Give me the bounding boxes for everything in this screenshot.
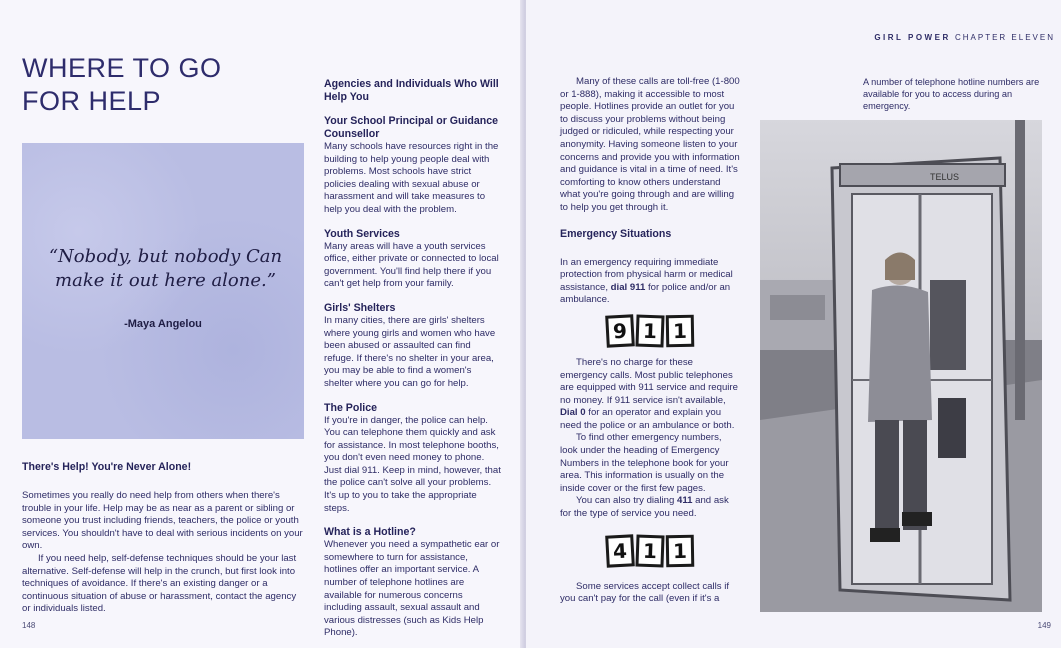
quote-box (22, 143, 304, 439)
dial-0-bold: Dial 0 (560, 407, 586, 419)
agency-title: The Police (324, 401, 377, 414)
badge-911 (560, 315, 740, 347)
running-head-book: GIRL POWER (874, 33, 951, 42)
page-number-right: 149 (1037, 621, 1051, 630)
paragraph: Some services accept collect calls if you can't pay for the call (even if it's a (560, 580, 730, 605)
running-head-chapter: CHAPTER ELEVEN (954, 33, 1055, 42)
agency-title: Youth Services (324, 227, 400, 240)
paragraph: Sometimes you really do need help from others when there's trouble in your life. Help may be as near as a parent or sibling or someone you trust including friends, teachers, the police or youth services. You shouldn't have to deal with serious incidents on your own. (22, 490, 303, 552)
paragraph: Many of these calls are toll-free (1-800 or 1-888), making it accessible to most people. Hotlines provide an outlet for you to discuss your problems without being judged or ridiculed, while respecting your anonymity. Having someone listen to your concerns and provide you with information and guidance is vital in a time of need. It's comforting to know others understand what you're going through and are willing to help you get through it. (560, 76, 740, 213)
photo-caption: A number of telephone hotline numbers are available for you to access during an emergency. (863, 77, 1040, 111)
paragraph: In an emergency requiring immediate protection from physical harm or medical assistance, dial 911 for police and/or an ambulance. (560, 256, 733, 306)
running-head (874, 33, 1055, 42)
quote-text: “Nobody, but nobody Can make it out here alone.” (48, 246, 283, 291)
agency-body: If you're in danger, the police can help. You can telephone them quickly and ask for assistance. In most telephone booths, you don't even need money to phone. Just dial 911. Keep in mind, however, that the police can't solve all your problems. It's up to you to take the appropriate steps. (324, 414, 501, 514)
badge-digit: 1 (666, 534, 695, 566)
agency-section (324, 402, 502, 516)
badge-digit: 4 (605, 534, 635, 567)
badge-411 (560, 535, 740, 567)
paragraph: There's no charge for these emergency calls. Most public telephones are equipped with 911 service and require no money. If 911 service isn't available, Dial 0 for an operator and explain you need the police or an ambulance or both. (560, 356, 738, 431)
agency-section (324, 228, 502, 291)
badge-digit: 1 (635, 534, 664, 567)
agency-body: Whenever you need a sympathetic ear or somewhere to turn for assistance, hotlines offer an important service. A number of telephone hotlines are available for numerous concerns including assault, sexual assault and various distresses (such as Kids Help Phone). (324, 539, 500, 639)
phone-booth-illustration (760, 120, 1042, 612)
left-page (0, 0, 524, 648)
section-heading: There's Help! You're Never Alone! (22, 461, 192, 473)
paragraph: To find other emergency numbers, look under the heading of Emergency Numbers in the telephone book for your area. This information is usually on the inside cover or the first few pages. (560, 432, 729, 494)
booth-brand: TELUS (930, 172, 960, 182)
paragraph: You can also try dialing 411 and ask for the type of service you need. (560, 495, 729, 520)
page-title: WHERE TO GO FOR HELP (22, 53, 222, 116)
paragraph: If you need help, self-defense techniques should be your last alternative. Self-defense will help in the crunch, but first look into techniques of avoidance. If there's an existing danger or a continuous situation of abuse or harassment, contact the agency or individuals listed. (22, 552, 297, 615)
quote-author: -Maya Angelou (124, 318, 202, 330)
right-page (526, 0, 1061, 648)
agency-body: Many schools have resources right in the building to help young people deal with problems. Most schools have strict policies dealing with sexual abuse or harassment and will take measures to help you deal with the problem. (324, 141, 499, 215)
agency-title: What is a Hotline? (324, 526, 416, 539)
badge-digit: 1 (635, 314, 664, 347)
phone-booth-photo (760, 120, 1042, 612)
dial-911-bold: dial 911 (610, 281, 646, 293)
emergency-heading: Emergency Situations (560, 227, 672, 240)
agency-body: Many areas will have a youth services office, either private or connected to local government. You'll find help there if you can't get help from your family. (324, 240, 499, 290)
badge-digit: 1 (666, 315, 695, 347)
badge-digit: 9 (605, 314, 635, 347)
left-column (22, 461, 304, 616)
agency-section (324, 526, 502, 640)
page-number-left: 148 (22, 621, 36, 630)
agency-body: In many cities, there are girls' shelters where young girls and women who have been abused or assaulted can find refuge. If there's no shelter in your area, you may be able to find a women's shelter where you can go for help. (324, 314, 496, 389)
dial-411-bold: 411 (676, 495, 693, 507)
agency-section (324, 302, 502, 391)
agencies-column (324, 78, 502, 640)
agency-section (324, 115, 502, 217)
right-text-column (560, 76, 740, 606)
agencies-heading: Agencies and Individuals Who Will Help You (324, 78, 499, 103)
agency-title: Your School Principal or Guidance Counsellor (324, 115, 499, 140)
agency-title: Girls' Shelters (324, 301, 396, 314)
